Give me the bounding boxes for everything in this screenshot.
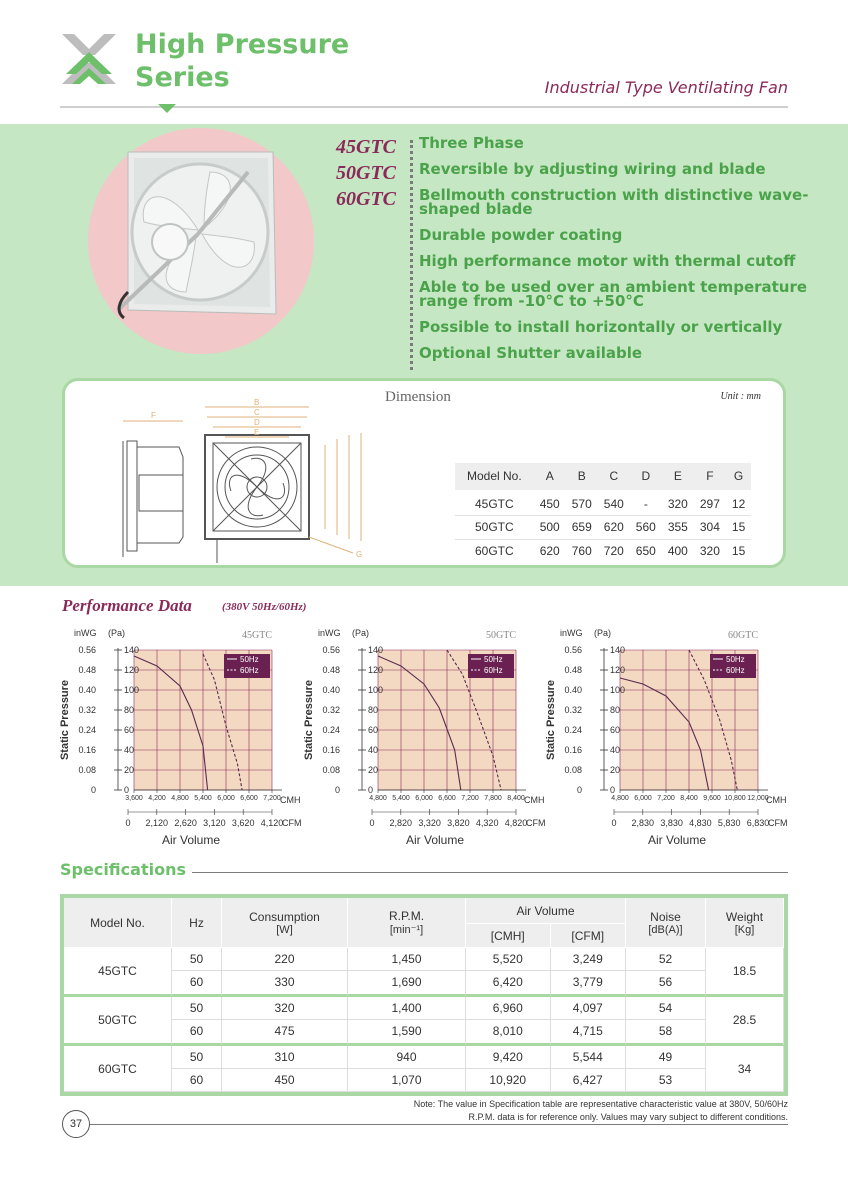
table-cell: 320	[662, 491, 694, 515]
chart-y-tick-label: 0	[124, 785, 130, 795]
spec-header-label: R.P.M.	[388, 909, 425, 923]
feature-item: Optional Shutter available	[419, 344, 643, 362]
dimension-label: E	[254, 428, 260, 437]
table-cell: 400	[662, 539, 694, 563]
chart-x-tick-label-cfm: 4,830	[689, 818, 712, 828]
footer-divider	[90, 1124, 788, 1125]
fan-product-image	[98, 142, 288, 322]
specifications-frame	[60, 894, 788, 1096]
dimension-col-header: E	[662, 463, 694, 491]
chart-x-tick-label-cfm: 0	[125, 818, 131, 828]
dimension-label: B	[254, 398, 260, 407]
spec-weight: 18.5	[706, 948, 784, 997]
table-cell: 720	[598, 539, 630, 563]
chart-y-tick-label-inwg: 0.24	[564, 725, 582, 735]
specifications-table	[64, 898, 784, 1092]
performance-chart-45gtc	[58, 624, 308, 854]
spec-header-unit: [Kg]	[734, 923, 755, 936]
table-cell: 9,420	[466, 1046, 551, 1069]
series-title-line1: High Pressure	[135, 29, 350, 60]
table-cell: 3,249	[551, 948, 626, 971]
chart-y-tick-label: 120	[610, 665, 626, 675]
chart-y-tick-label-inwg: 0.32	[564, 705, 582, 715]
chart-x-tick-label-cfm: 4,820	[504, 818, 528, 828]
spec-weight: 28.5	[706, 997, 784, 1046]
table-row	[455, 515, 751, 539]
chart-y-tick-label: 80	[368, 705, 379, 715]
spec-header-unit: [dB(A)]	[648, 923, 683, 936]
specifications-title: Specifications	[60, 860, 186, 879]
table-cell: 60	[172, 971, 222, 997]
chart-y-tick-label-inwg: 0.08	[322, 765, 340, 775]
model-label: 45GTC	[336, 136, 396, 158]
feature-item	[419, 188, 808, 216]
spec-header-weight	[706, 898, 784, 948]
table-row	[455, 491, 751, 515]
chart-x-tick-label-cmh: 7,200	[461, 795, 479, 802]
chart-x-tick-label-cmh: 4,800	[171, 795, 189, 802]
chart-y-tick-label-inwg: 0.48	[564, 665, 582, 675]
table-cell: 60	[172, 1020, 222, 1046]
chart-x-tick-label-cfm: 4,320	[475, 818, 499, 828]
chart-y-tick-label-inwg: 0	[576, 785, 582, 795]
dimension-col-header: D	[630, 463, 662, 491]
table-cell: 620	[534, 539, 566, 563]
table-cell: 12	[726, 491, 751, 515]
chart-x-tick-label-cfm: 2,620	[174, 818, 197, 828]
table-cell: 940	[348, 1046, 466, 1069]
feature-line: shaped blade	[419, 200, 533, 218]
chart-x-tick-label-cmh: 8,400	[507, 795, 525, 802]
chart-x-tick-label-cmh: 6,600	[438, 795, 456, 802]
table-cell: 320	[222, 997, 348, 1020]
chart-y-tick-label-inwg: 0.32	[78, 705, 96, 715]
dimension-col-header: C	[598, 463, 630, 491]
chart-x-unit-cfm: CFM	[768, 818, 788, 828]
table-cell: 45GTC	[455, 491, 534, 515]
chart-y-tick-label: 20	[124, 765, 135, 775]
dimension-label: D	[254, 418, 260, 427]
dimension-col-header: G	[726, 463, 751, 491]
table-row	[455, 539, 751, 563]
dimension-label: G	[356, 550, 363, 559]
table-cell: 1,690	[348, 971, 466, 997]
chart-y-tick-label: 140	[610, 645, 626, 655]
table-cell: 450	[222, 1069, 348, 1092]
table-cell: 320	[694, 539, 726, 563]
chart-legend-label: 50Hz	[240, 655, 259, 664]
table-cell: 6,960	[466, 997, 551, 1020]
chart-x-label: Air Volume	[405, 833, 465, 847]
table-cell: 60	[172, 1069, 222, 1092]
feature-item: High performance motor with thermal cutoff	[419, 252, 796, 270]
table-cell: 560	[630, 515, 662, 539]
feature-item: Durable powder coating	[419, 226, 623, 244]
chart-x-tick-label-cmh: 8,400	[680, 795, 698, 802]
chart-y-unit-inwg: inWG	[560, 628, 583, 638]
table-cell: 1,070	[348, 1069, 466, 1092]
spec-header-hz: Hz	[172, 898, 222, 948]
specifications-divider	[192, 872, 788, 873]
table-cell: -	[630, 491, 662, 515]
table-cell: 760	[566, 539, 598, 563]
chart-x-tick-label-cmh: 3,600	[125, 795, 143, 802]
feature-line: range from -10°C to +50°C	[419, 292, 644, 310]
note-line: R.P.M. data is for reference only. Values may vary subject to different conditions.	[468, 1112, 788, 1122]
chart-y-tick-label-inwg: 0	[334, 785, 340, 795]
model-list	[336, 134, 396, 212]
chart-x-tick-label-cfm: 3,320	[418, 818, 441, 828]
performance-title: Performance Data	[62, 596, 192, 615]
chart-title: 50GTC	[486, 630, 516, 641]
spec-header-cfm: [CFM]	[551, 924, 626, 948]
chart-y-tick-label-inwg: 0.40	[322, 685, 340, 695]
chart-y-tick-label-inwg: 0.48	[322, 665, 340, 675]
table-cell: 15	[726, 515, 751, 539]
chart-x-label: Air Volume	[647, 833, 707, 847]
chart-x-tick-label-cmh: 6,000	[217, 795, 235, 802]
feature-item: Three Phase	[419, 134, 524, 152]
table-cell: 52	[626, 948, 706, 971]
chart-x-tick-label-cmh: 4,200	[148, 795, 166, 802]
table-cell: 8,010	[466, 1020, 551, 1046]
table-cell: 4,097	[551, 997, 626, 1020]
table-cell: 15	[726, 539, 751, 563]
chart-x-unit-cmh: CMH	[524, 795, 545, 805]
dimension-table	[455, 463, 751, 563]
table-cell: 3,779	[551, 971, 626, 997]
chart-y-tick-label: 60	[124, 725, 135, 735]
chart-x-tick-label-cmh: 4,800	[369, 795, 387, 802]
table-cell: 5,544	[551, 1046, 626, 1069]
chart-x-label: Air Volume	[161, 833, 221, 847]
performance-chart-60gtc	[544, 624, 794, 854]
chart-x-tick-label-cfm: 3,620	[231, 818, 255, 828]
table-cell: 540	[598, 491, 630, 515]
model-label: 60GTC	[336, 188, 396, 210]
chevron-down-icon	[158, 104, 176, 113]
chart-y-tick-label-inwg: 0.24	[78, 725, 96, 735]
brand-logo-icon	[60, 30, 118, 88]
table-row	[64, 1069, 784, 1092]
table-cell: 659	[566, 515, 598, 539]
chart-y-tick-label-inwg: 0.16	[322, 745, 340, 755]
chart-x-tick-label-cfm: 3,830	[660, 818, 683, 828]
table-cell: 650	[630, 539, 662, 563]
dimension-col-header: B	[566, 463, 598, 491]
spec-header-consumption	[222, 898, 348, 948]
feature-item: Possible to install horizontally or vertically	[419, 318, 783, 336]
chart-y-tick-label: 20	[368, 765, 379, 775]
table-cell: 6,427	[551, 1069, 626, 1092]
chart-y-tick-label: 80	[124, 705, 135, 715]
chart-y-tick-label-inwg: 0	[90, 785, 96, 795]
chart-x-tick-label-cfm: 2,820	[389, 818, 413, 828]
chart-x-tick-label-cfm: 0	[611, 818, 617, 828]
performance-chart-50gtc	[302, 624, 552, 854]
chart-y-tick-label-inwg: 0.40	[564, 685, 582, 695]
chart-legend-label: 60Hz	[240, 666, 259, 675]
note-line: Note: The value in Specification table are representative characteristic value at 380V, 50/60Hz	[413, 1099, 788, 1109]
spec-model: 50GTC	[64, 997, 172, 1046]
table-cell: 50	[172, 997, 222, 1020]
feature-line: Bellmouth construction with distinctive wave-	[419, 186, 809, 204]
table-row	[64, 997, 784, 1020]
table-cell: 60GTC	[455, 539, 534, 563]
chart-y-tick-label: 60	[368, 725, 379, 735]
chart-x-unit-cfm: CFM	[526, 818, 546, 828]
spec-model: 60GTC	[64, 1046, 172, 1092]
series-title-line2: Series	[135, 62, 230, 93]
chart-legend-label: 50Hz	[484, 655, 503, 664]
spec-header-unit: [W]	[276, 923, 293, 936]
chart-y-tick-label: 40	[610, 745, 621, 755]
chart-y-tick-label: 140	[368, 645, 384, 655]
chart-y-tick-label: 100	[124, 685, 140, 695]
chart-legend-label: 50Hz	[726, 655, 745, 664]
chart-x-unit-cmh: CMH	[280, 795, 301, 805]
spec-header-model: Model No.	[64, 898, 172, 948]
feature-item	[419, 280, 808, 308]
chart-y-tick-label: 20	[610, 765, 621, 775]
chart-y-tick-label: 120	[124, 665, 140, 675]
table-cell: 500	[534, 515, 566, 539]
chart-y-unit-pa: (Pa)	[594, 628, 612, 638]
table-cell: 56	[626, 971, 706, 997]
feature-divider	[410, 140, 413, 370]
chart-x-tick-label-cmh: 7,800	[484, 795, 502, 802]
dimension-label: C	[254, 408, 260, 417]
chart-x-tick-label-cfm: 3,820	[447, 818, 470, 828]
chart-x-tick-label-cfm: 0	[369, 818, 375, 828]
table-cell: 5,520	[466, 948, 551, 971]
spec-header-label: Weight	[725, 909, 764, 924]
chart-y-tick-label: 0	[610, 785, 616, 795]
chart-x-tick-label-cmh: 5,400	[194, 795, 212, 802]
dimension-panel	[62, 378, 786, 568]
spec-header-label: Consumption	[249, 909, 320, 924]
table-cell: 50	[172, 1046, 222, 1069]
dimension-label: F	[151, 411, 156, 420]
chart-y-tick-label: 100	[368, 685, 384, 695]
chart-legend-label: 60Hz	[726, 666, 745, 675]
chart-y-tick-label-inwg: 0.32	[322, 705, 340, 715]
chart-y-tick-label: 80	[610, 705, 621, 715]
page-number: 37	[62, 1110, 90, 1138]
specification-note	[414, 1098, 788, 1124]
table-cell: 450	[534, 491, 566, 515]
chart-title: 45GTC	[242, 630, 272, 641]
feature-list	[419, 136, 808, 372]
dimension-col-header: F	[694, 463, 726, 491]
table-cell: 58	[626, 1020, 706, 1046]
table-cell: 53	[626, 1069, 706, 1092]
chart-x-unit-cmh: CMH	[766, 795, 787, 805]
dimension-col-header: Model No.	[455, 463, 534, 491]
chart-x-tick-label-cfm: 3,120	[203, 818, 226, 828]
chart-x-tick-label-cmh: 7,200	[263, 795, 281, 802]
chart-title: 60GTC	[728, 630, 758, 641]
spec-header-unit: [min⁻¹]	[389, 924, 424, 936]
spec-weight: 34	[706, 1046, 784, 1092]
chart-x-unit-cfm: CFM	[282, 818, 302, 828]
table-cell: 1,400	[348, 997, 466, 1020]
table-cell: 620	[598, 515, 630, 539]
series-title	[135, 28, 349, 94]
table-cell: 304	[694, 515, 726, 539]
chart-y-tick-label-inwg: 0.56	[78, 645, 96, 655]
table-cell: 475	[222, 1020, 348, 1046]
feature-line: Able to be used over an ambient temperature	[419, 278, 808, 296]
table-row	[64, 1046, 784, 1069]
chart-y-unit-pa: (Pa)	[108, 628, 126, 638]
chart-x-tick-label-cfm: 2,120	[145, 818, 169, 828]
chart-x-tick-label-cmh: 10,800	[724, 795, 746, 802]
table-row	[64, 1020, 784, 1046]
chart-y-tick-label-inwg: 0.56	[322, 645, 340, 655]
performance-subtitle: (380V 50Hz/60Hz)	[222, 601, 307, 613]
chart-y-tick-label-inwg: 0.08	[78, 765, 96, 775]
chart-y-unit-pa: (Pa)	[352, 628, 370, 638]
spec-header-rpm	[348, 898, 466, 948]
chart-y-tick-label-inwg: 0.16	[564, 745, 582, 755]
table-cell: 355	[662, 515, 694, 539]
chart-y-tick-label-inwg: 0.56	[564, 645, 582, 655]
spec-header-air-volume: Air Volume	[466, 898, 626, 924]
chart-x-tick-label-cmh: 7,200	[657, 795, 675, 802]
chart-y-label: Static Pressure	[545, 679, 557, 761]
chart-y-unit-inwg: inWG	[318, 628, 341, 638]
chart-y-tick-label-inwg: 0.24	[322, 725, 340, 735]
series-subtitle: Industrial Type Ventilating Fan	[544, 78, 788, 97]
spec-header-cmh: [CMH]	[466, 924, 551, 948]
table-cell: 1,450	[348, 948, 466, 971]
chart-y-tick-label-inwg: 0.48	[78, 665, 96, 675]
table-cell: 330	[222, 971, 348, 997]
chart-x-tick-label-cfm: 2,830	[631, 818, 655, 828]
model-label: 50GTC	[336, 162, 396, 184]
chart-y-label: Static Pressure	[303, 679, 315, 761]
chart-y-tick-label-inwg: 0.08	[564, 765, 582, 775]
table-cell: 1,590	[348, 1020, 466, 1046]
chart-x-tick-label-cmh: 6,000	[634, 795, 652, 802]
chart-y-tick-label: 100	[610, 685, 626, 695]
table-cell: 10,920	[466, 1069, 551, 1092]
table-cell: 297	[694, 491, 726, 515]
table-cell: 50	[172, 948, 222, 971]
chart-y-tick-label-inwg: 0.40	[78, 685, 96, 695]
chart-x-tick-label-cfm: 6,830	[746, 818, 770, 828]
table-cell: 310	[222, 1046, 348, 1069]
chart-y-label: Static Pressure	[59, 679, 71, 761]
chart-x-tick-label-cfm: 4,120	[260, 818, 284, 828]
spec-model: 45GTC	[64, 948, 172, 997]
spec-header-label: Noise	[650, 909, 681, 924]
chart-y-tick-label-inwg: 0.16	[78, 745, 96, 755]
chart-y-tick-label: 40	[368, 745, 379, 755]
chart-x-tick-label-cmh: 4,800	[611, 795, 629, 802]
dimension-unit: Unit : mm	[720, 391, 761, 402]
table-cell: 570	[566, 491, 598, 515]
chart-y-tick-label: 120	[368, 665, 384, 675]
table-cell: 49	[626, 1046, 706, 1069]
dimension-drawing	[113, 387, 423, 567]
table-cell: 50GTC	[455, 515, 534, 539]
table-row	[64, 971, 784, 997]
table-row	[64, 948, 784, 971]
table-cell: 54	[626, 997, 706, 1020]
spec-header-noise	[626, 898, 706, 948]
chart-y-tick-label: 0	[368, 785, 374, 795]
table-cell: 220	[222, 948, 348, 971]
chart-y-tick-label: 60	[610, 725, 621, 735]
chart-x-tick-label-cmh: 5,400	[392, 795, 410, 802]
chart-y-unit-inwg: inWG	[74, 628, 97, 638]
chart-x-tick-label-cmh: 6,600	[240, 795, 258, 802]
chart-legend-label: 60Hz	[484, 666, 503, 675]
chart-y-tick-label: 140	[124, 645, 140, 655]
chart-x-tick-label-cmh: 6,000	[415, 795, 433, 802]
dimension-title: Dimension	[385, 389, 451, 405]
chart-y-tick-label: 40	[124, 745, 135, 755]
chart-x-tick-label-cmh: 12,000	[747, 795, 769, 802]
table-cell: 6,420	[466, 971, 551, 997]
dimension-col-header: A	[534, 463, 566, 491]
chart-x-tick-label-cfm: 5,830	[717, 818, 741, 828]
feature-item: Reversible by adjusting wiring and blade	[419, 160, 766, 178]
table-cell: 4,715	[551, 1020, 626, 1046]
chart-x-tick-label-cmh: 9,600	[703, 795, 721, 802]
